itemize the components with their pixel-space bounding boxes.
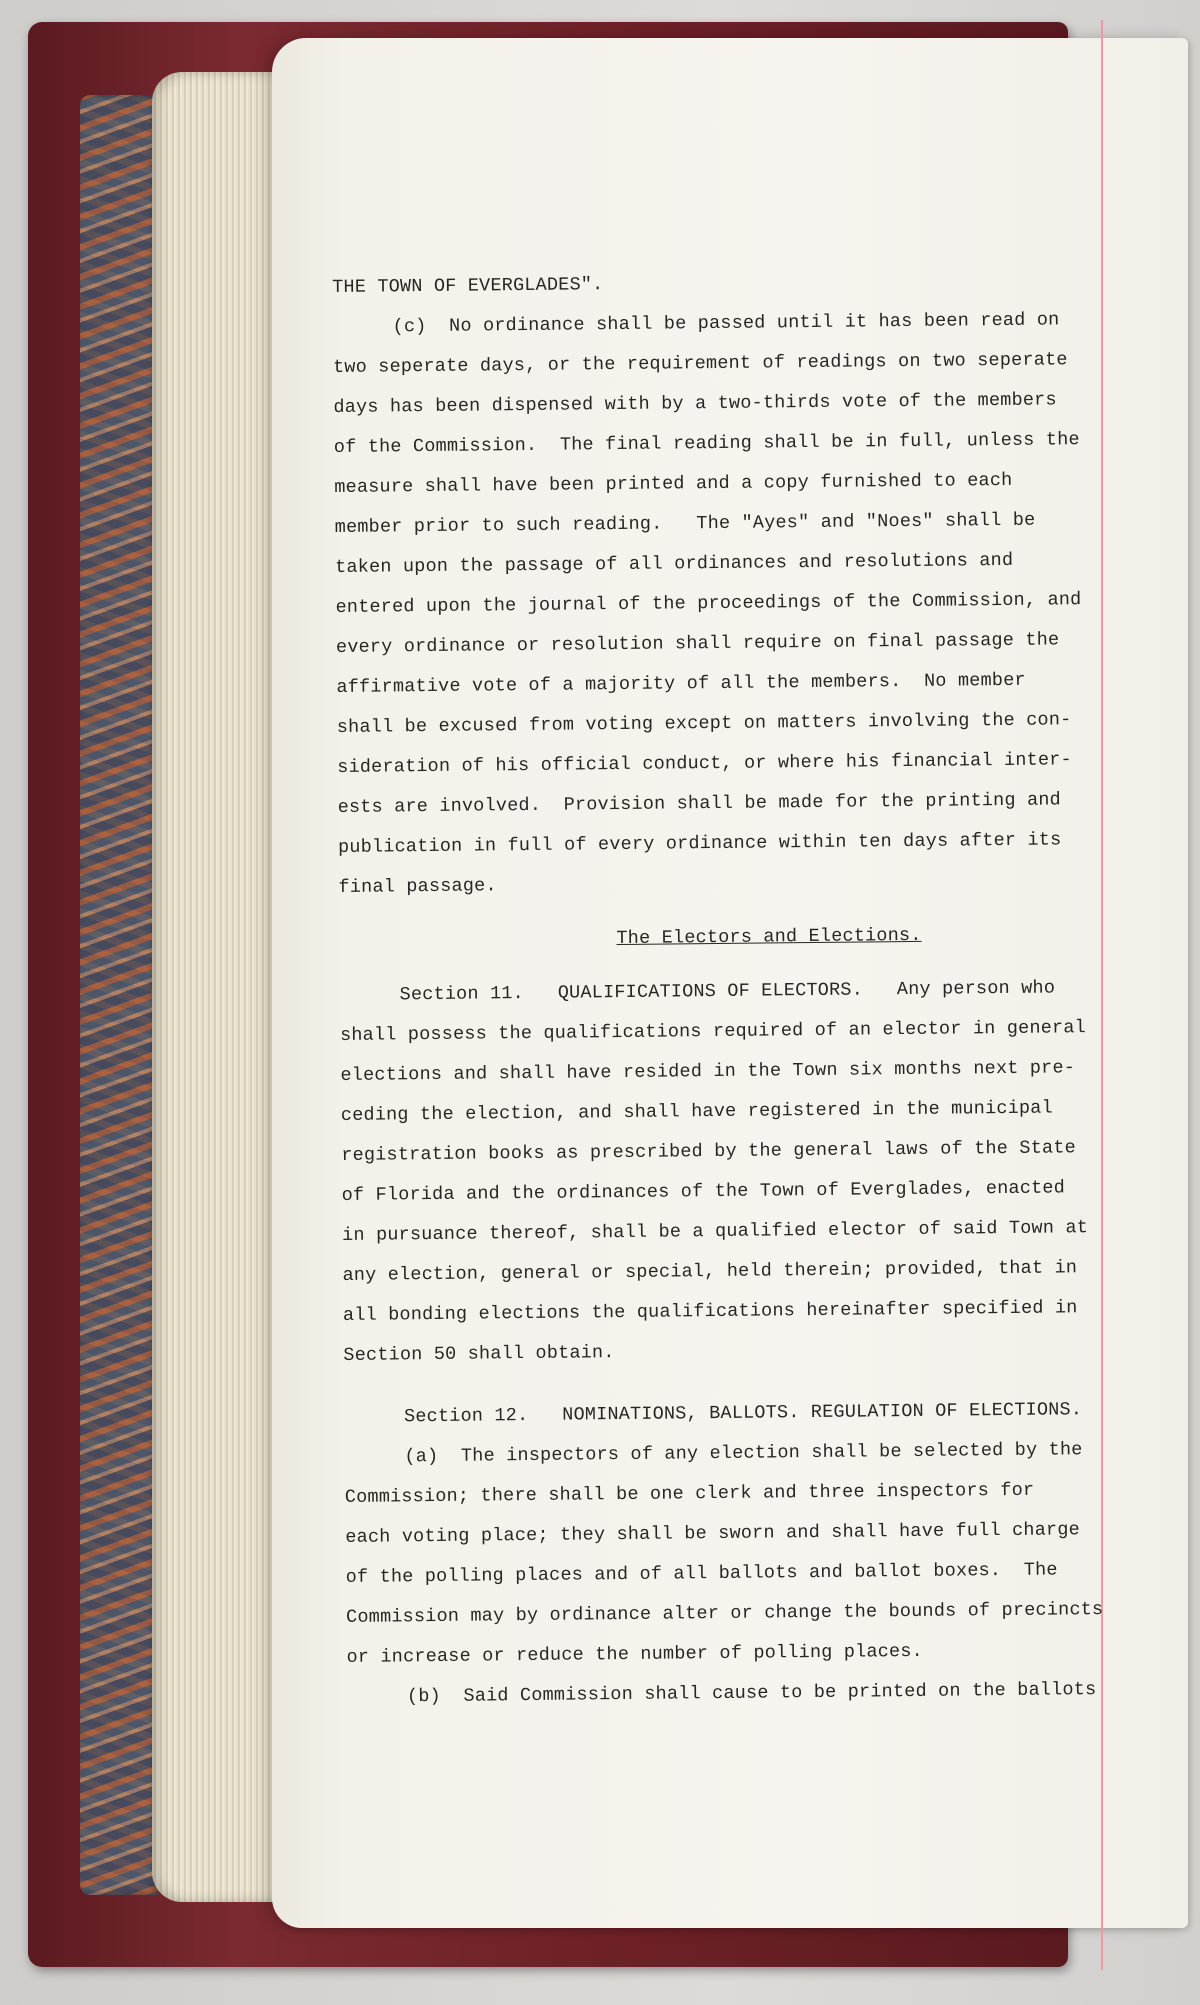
text-line: affirmative vote of a majority of all the members. No member — [336, 669, 1026, 698]
text-line: ests are involved. Provision shall be made for the printing and — [337, 789, 1062, 818]
text-line: ceding the election, and shall have registered in the municipal — [340, 1097, 1053, 1126]
marbled-page-edge — [80, 95, 158, 1895]
typed-text-body — [332, 260, 1117, 1718]
text-line: of Florida and the ordinances of the Town of Everglades, enacted — [341, 1177, 1066, 1206]
text-line: (b) Said Commission shall cause to be printed on the ballots — [406, 1679, 1097, 1708]
section-heading-text: The Electors and Elections. — [616, 924, 922, 950]
text-line: every ordinance or resolution shall require on final passage the — [335, 629, 1060, 658]
text-line: shall possess the qualifications required of an elector in general — [339, 1017, 1087, 1046]
text-line: registration books as prescribed by the general laws of the State — [341, 1137, 1076, 1166]
text-line: (a) The inspectors of any election shall be selected by the — [404, 1439, 1083, 1468]
text-line: two seperate days, or the requirement of readings on two seperate — [332, 349, 1068, 378]
text-line: Section 11. QUALIFICATIONS OF ELECTORS. Any person who — [399, 977, 1056, 1006]
text-line: sideration of his official conduct, or where his financial inter- — [337, 749, 1072, 778]
text-line: measure shall have been printed and a copy furnished to each — [334, 469, 1013, 498]
text-line: each voting place; they shall be sworn and shall have full charge — [345, 1519, 1080, 1548]
text-line: elections and shall have resided in the Town six months next pre- — [340, 1057, 1076, 1086]
text-line: entered upon the journal of the proceedings of the Commission, and — [335, 589, 1082, 618]
text-line: Section 12. NOMINATIONS, BALLOTS. REGULATION OF ELECTIONS. — [403, 1399, 1083, 1428]
text-line: of the polling places and of all ballots and ballot boxes. The — [345, 1559, 1058, 1588]
text-line: (c) No ordinance shall be passed until it has been read on — [392, 309, 1060, 338]
text-line: any election, general or special, held therein; provided, that in — [342, 1257, 1078, 1286]
text-line: or increase or reduce the number of polling places. — [346, 1640, 924, 1668]
text-line: taken upon the passage of all ordinances and resolutions and — [335, 549, 1014, 578]
text-line: final passage. — [338, 875, 497, 898]
text-line: publication in full of every ordinance within ten days after its — [337, 829, 1062, 858]
text-line: Section 50 shall obtain. — [343, 1342, 615, 1366]
text-line: Commission; there shall be one clerk and three inspectors for — [344, 1479, 1035, 1508]
text-line: shall be excused from voting except on matters involving the con- — [336, 709, 1072, 738]
text-line: Commission may by ordinance alter or change the bounds of precincts — [346, 1598, 1104, 1628]
text-line: in pursuance thereof, shall be a qualified elector of said Town at — [342, 1217, 1089, 1246]
text-line: all bonding elections the qualifications hereinafter specified in — [342, 1297, 1078, 1326]
text-line: member prior to such reading. The "Ayes" and "Noes" shall be — [334, 509, 1036, 538]
text-line: THE TOWN OF EVERGLADES". — [332, 274, 604, 298]
page-stack-edge — [152, 72, 292, 1902]
text-line: of the Commission. The final reading shall be in full, unless the — [333, 429, 1080, 458]
text-line: days has been dispensed with by a two-thirds vote of the members — [333, 389, 1057, 418]
